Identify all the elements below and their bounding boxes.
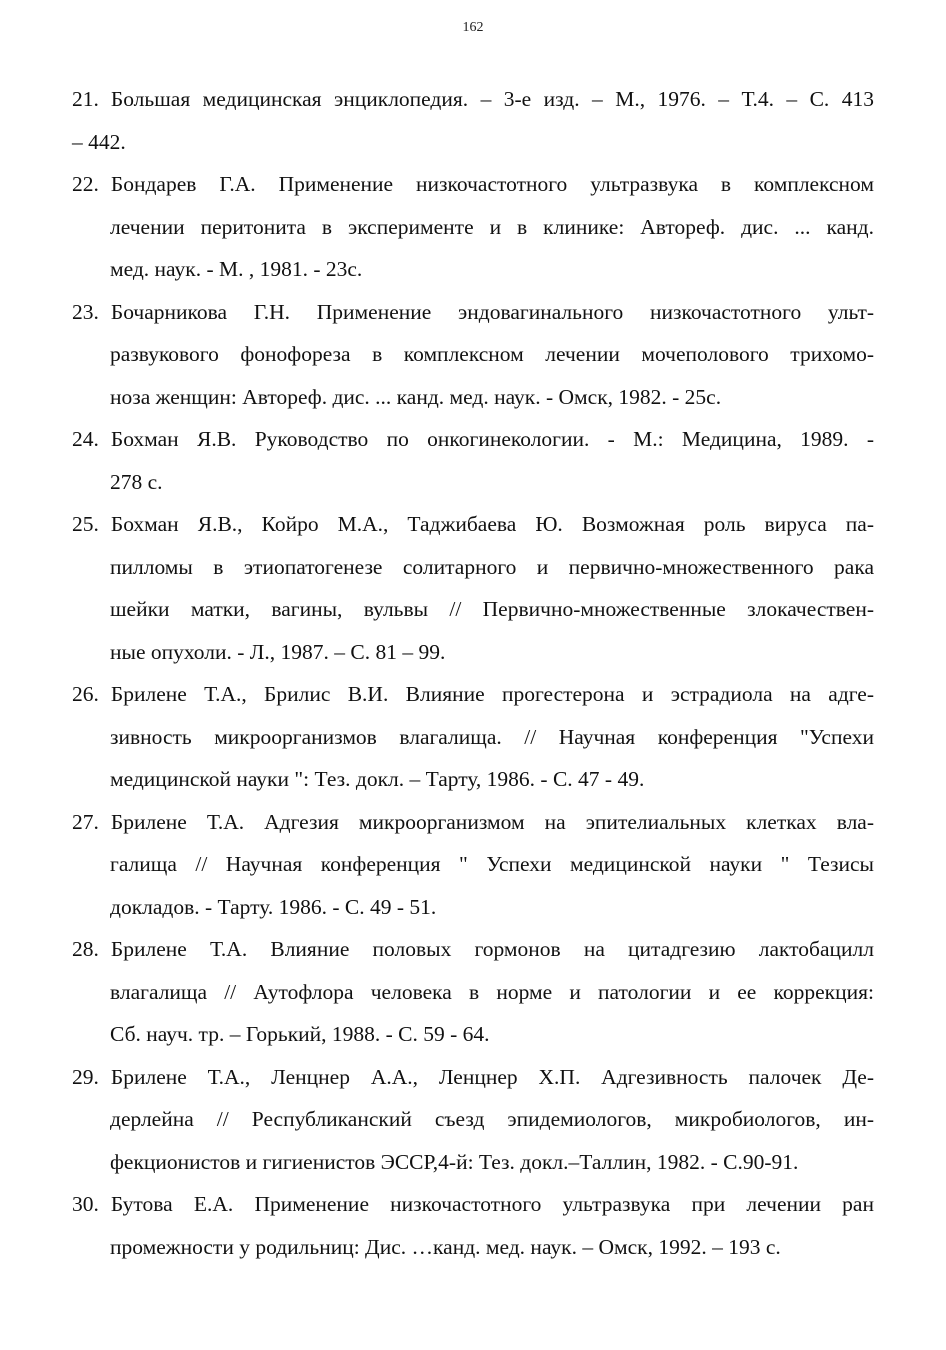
reference-line: влагалища // Аутофлора человека в норме и патологии и ее коррекция: [110, 979, 874, 1004]
reference-text: Брилене Т.А., Ленцнер А.А., Ленцнер Х.П. Адгезивность палочек Де- [110, 1064, 874, 1089]
reference-list [72, 78, 874, 1268]
reference-line: зивность микроорганизмов влагалища. // Научная конференция "Успехи [110, 724, 874, 749]
reference-number: 27. [72, 809, 99, 834]
reference-line: шейки матки, вагины, вульвы // Первично-множественные злокачествен- [110, 597, 874, 621]
reference-number: 22. [72, 172, 99, 196]
reference-item [72, 1183, 874, 1268]
reference-item [72, 503, 874, 673]
reference-line: фекционистов и гигиенистов ЭССР,4-й: Тез. докл.–Таллин, 1982. - С.90-91. [110, 1149, 799, 1174]
reference-text: Бутова Е.А. Применение низкочастотного ультразвука при лечении ран [110, 1192, 874, 1216]
reference-text: Бохман Я.В. Руководство по онкогинекологии. - М.: Медицина, 1989. - [110, 427, 874, 451]
reference-line: промежности у родильниц: Дис. …канд. мед. наук. – Омск, 1992. – 193 с. [110, 1234, 781, 1259]
reference-item [72, 928, 874, 1056]
reference-number: 30. [72, 1192, 99, 1216]
reference-number: 23. [72, 299, 99, 324]
reference-number: 21. [72, 87, 99, 111]
reference-line: лечении перитонита в эксперименте и в клинике: Автореф. дис. ... канд. [110, 214, 874, 239]
reference-line [72, 928, 874, 971]
reference-line: ные опухоли. - Л., 1987. – С. 81 – 99. [110, 639, 446, 664]
reference-line: – 442. [72, 129, 126, 154]
reference-line [72, 418, 874, 461]
reference-item [72, 78, 874, 163]
reference-line: докладов. - Тарту. 1986. - С. 49 - 51. [110, 894, 437, 919]
reference-line: развукового фонофореза в комплексном лечении мочеполового трихомо- [110, 342, 874, 366]
reference-number: 28. [72, 937, 99, 961]
reference-line [72, 1056, 874, 1099]
reference-line [72, 78, 874, 121]
reference-text: Брилене Т.А. Адгезия микроорганизмом на эпителиальных клетках вла- [110, 809, 874, 834]
reference-line [72, 163, 874, 206]
reference-line: 278 с. [110, 469, 163, 494]
reference-line [72, 1183, 874, 1226]
reference-number: 26. [72, 682, 99, 706]
reference-text: Большая медицинская энциклопедия. – 3-е изд. – М., 1976. – Т.4. – С. 413 [110, 87, 874, 111]
reference-line [72, 801, 874, 844]
reference-item [72, 673, 874, 801]
reference-text: Бочарникова Г.Н. Применение эндовагинального низкочастотного ульт- [110, 299, 874, 324]
reference-item [72, 418, 874, 503]
reference-line [72, 673, 874, 716]
page-number: 162 [462, 20, 484, 35]
reference-number: 29. [72, 1064, 99, 1089]
reference-item [72, 801, 874, 929]
reference-item [72, 1056, 874, 1184]
reference-line [72, 503, 874, 546]
reference-text: Брилене Т.А. Влияние половых гормонов на цитадгезию лактобацилл [110, 937, 874, 961]
reference-item [72, 291, 874, 419]
reference-number: 24. [72, 427, 99, 451]
reference-line: мед. наук. - М. , 1981. - 23с. [110, 257, 363, 281]
reference-line: пилломы в этиопатогенезе солитарного и первично-множественного рака [110, 554, 874, 579]
reference-line [72, 291, 874, 334]
reference-text: Бохман Я.В., Койро М.А., Таджибаева Ю. Возможная роль вируса па- [110, 512, 874, 536]
reference-line: дерлейна // Республиканский съезд эпидемиологов, микробиологов, ин- [110, 1107, 874, 1131]
reference-line: Сб. науч. тр. – Горький, 1988. - С. 59 - 64. [110, 1022, 490, 1046]
reference-line: галища // Научная конференция " Успехи медицинской науки " Тезисы [110, 852, 874, 876]
reference-text: Брилене Т.А., Брилис В.И. Влияние прогестерона и эстрадиола на адге- [110, 682, 874, 706]
reference-line: ноза женщин: Автореф. дис. ... канд. мед. наук. - Омск, 1982. - 25с. [110, 384, 722, 409]
reference-number: 25. [72, 512, 99, 536]
reference-text: Бондарев Г.А. Применение низкочастотного ультразвука в комплексном [110, 172, 874, 196]
reference-line: медицинской науки ": Тез. докл. – Тарту, 1986. - С. 47 - 49. [110, 767, 645, 791]
reference-item [72, 163, 874, 291]
